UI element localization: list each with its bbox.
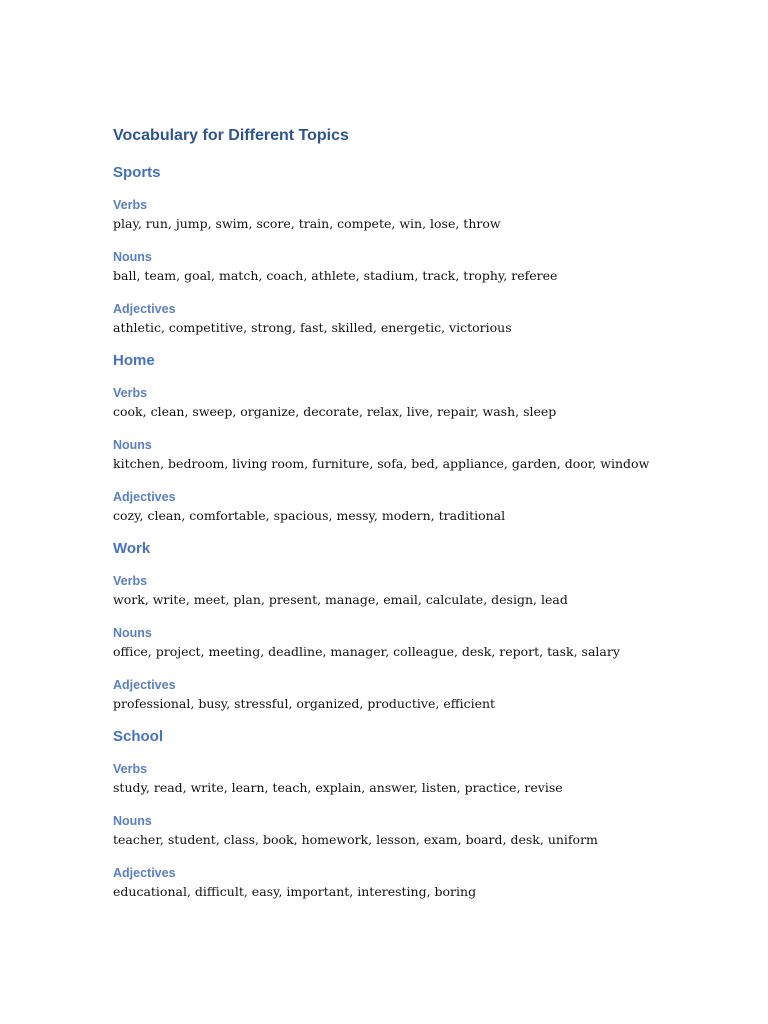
group-label: Verbs <box>113 574 148 588</box>
word-group-adjectives <box>113 488 713 526</box>
group-label: Nouns <box>113 250 152 264</box>
word-group-adjectives <box>113 864 713 902</box>
group-label: Adjectives <box>113 302 176 316</box>
group-label: Verbs <box>113 762 148 776</box>
word-group-verbs <box>113 572 713 610</box>
group-label: Verbs <box>113 198 148 212</box>
group-label: Nouns <box>113 626 152 640</box>
word-group-adjectives <box>113 676 713 714</box>
group-label: Adjectives <box>113 490 176 504</box>
word-list: cozy, clean, comfortable, spacious, messy, modern, traditional <box>113 508 506 523</box>
section-school <box>113 726 713 902</box>
document-title: Vocabulary for Different Topics <box>113 127 349 144</box>
word-list: cook, clean, sweep, organize, decorate, relax, live, repair, wash, sleep <box>113 404 557 419</box>
word-group-nouns <box>113 436 713 474</box>
document-page <box>113 125 713 902</box>
section-sports <box>113 162 713 338</box>
word-group-nouns <box>113 248 713 286</box>
word-group-nouns <box>113 624 713 662</box>
word-group-verbs <box>113 760 713 798</box>
group-label: Nouns <box>113 438 152 452</box>
section-work <box>113 538 713 714</box>
section-home <box>113 350 713 526</box>
word-list: work, write, meet, plan, present, manage, email, calculate, design, lead <box>113 592 568 607</box>
word-list: professional, busy, stressful, organized, productive, efficient <box>113 696 496 711</box>
word-list: play, run, jump, swim, score, train, compete, win, lose, throw <box>113 216 501 231</box>
section-heading-sports: Sports <box>113 164 161 181</box>
word-list: teacher, student, class, book, homework, lesson, exam, board, desk, uniform <box>113 832 598 847</box>
section-heading-home: Home <box>113 352 155 369</box>
word-group-nouns <box>113 812 713 850</box>
word-list: educational, difficult, easy, important, interesting, boring <box>113 884 477 899</box>
group-label: Adjectives <box>113 678 176 692</box>
section-heading-work: Work <box>113 540 151 557</box>
word-group-verbs <box>113 196 713 234</box>
word-list: office, project, meeting, deadline, manager, colleague, desk, report, task, salary <box>113 644 620 659</box>
group-label: Verbs <box>113 386 148 400</box>
word-group-verbs <box>113 384 713 422</box>
section-heading-school: School <box>113 728 164 745</box>
word-list: study, read, write, learn, teach, explain, answer, listen, practice, revise <box>113 780 563 795</box>
word-list: kitchen, bedroom, living room, furniture, sofa, bed, appliance, garden, door, window <box>113 456 650 471</box>
group-label: Adjectives <box>113 866 176 880</box>
word-list: athletic, competitive, strong, fast, skilled, energetic, victorious <box>113 320 512 335</box>
word-group-adjectives <box>113 300 713 338</box>
word-list: ball, team, goal, match, coach, athlete, stadium, track, trophy, referee <box>113 268 558 283</box>
group-label: Nouns <box>113 814 152 828</box>
